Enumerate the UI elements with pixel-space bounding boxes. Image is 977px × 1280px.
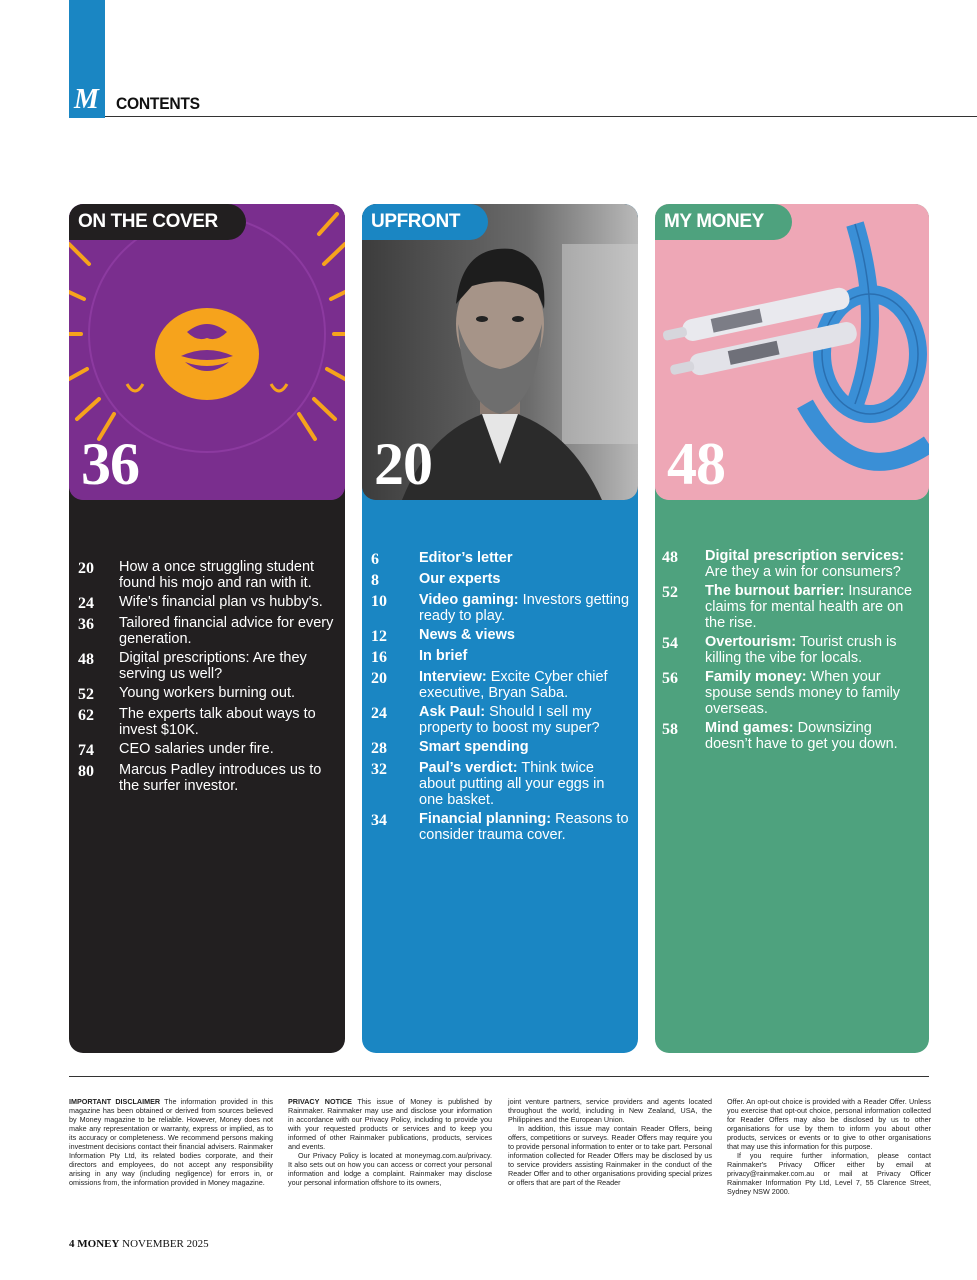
entry-text: Young workers burning out. xyxy=(119,685,295,701)
page-number: 32 xyxy=(371,761,387,778)
page-number: 56 xyxy=(662,670,678,687)
toc-entry[interactable] xyxy=(371,704,630,736)
page-number: 52 xyxy=(662,584,678,601)
page-number: 12 xyxy=(371,628,387,645)
folio-issue: NOVEMBER 2025 xyxy=(122,1238,209,1250)
mymoney-photo xyxy=(655,204,929,500)
entry-title: The burnout barrier: xyxy=(705,583,845,599)
entry-text: Excite Cyber chief executive, Bryan Saba. xyxy=(419,669,608,701)
toc-entry[interactable] xyxy=(78,762,337,794)
disclaimer-block xyxy=(69,1097,273,1187)
entry-text: Are they a win for consumers? xyxy=(705,564,901,580)
toc-entry[interactable] xyxy=(371,592,630,624)
privacy-paragraph-5: Offer. An opt-out choice is provided with a Reader Offer. Unless you exercise that opt-out choice, personal information collected for Reader Offers may also be disclosed by us to other organisations for use by them to inform you about other products, services or events or to give to other organisations that may use this information for this purpose. xyxy=(727,1097,931,1151)
entry-title: Our experts xyxy=(419,571,501,587)
page-number: 58 xyxy=(662,721,678,738)
toc-entry[interactable] xyxy=(662,720,921,752)
privacy-paragraph-2: Our Privacy Policy is located at moneymag.com.au/privacy. It also sets out on how you can access or correct your personal information and lodge a complaint. Rainmaker may disclose your personal information offshore to its owners, xyxy=(288,1151,492,1187)
privacy-block-continued xyxy=(508,1097,712,1187)
cover-column xyxy=(69,204,345,1053)
toc-entry[interactable] xyxy=(78,594,337,612)
page-number: 24 xyxy=(78,595,94,612)
section-tag-my-money: MY MONEY xyxy=(655,204,792,240)
entry-title: Digital prescription services: xyxy=(705,548,905,564)
page-number: 34 xyxy=(371,812,387,829)
entry-title: In brief xyxy=(419,648,468,664)
footer-divider xyxy=(69,1076,929,1077)
entry-text: How a once struggling student found his mojo and ran with it. xyxy=(119,559,315,591)
privacy-paragraph-4: In addition, this issue may contain Reader Offers, being offers, competitions or surveys. Reader Offers may require you to provide personal information to enter or to take part. Personal information collected for Reader Offers may be disclosed by us to service providers assisting Rainmaker in the conduct of the Reader Offer and to other organisations providing special prizes or offers that are part of the Reader xyxy=(508,1124,712,1187)
entry-text: CEO salaries under fire. xyxy=(119,741,274,757)
page-title: CONTENTS xyxy=(116,94,200,113)
entry-text: Tailored financial advice for every generation. xyxy=(119,615,334,647)
entry-text: When your spouse sends money to family overseas. xyxy=(705,669,901,717)
toc-entry[interactable] xyxy=(662,548,921,580)
entry-title: Editor’s letter xyxy=(419,550,513,566)
entry-text: Reasons to consider trauma cover. xyxy=(419,811,629,843)
upfront-entries xyxy=(371,550,630,846)
toc-entry[interactable] xyxy=(371,550,630,568)
toc-entry[interactable] xyxy=(78,650,337,682)
page-number: 10 xyxy=(371,593,387,610)
privacy-paragraph-6: If you require further information, please contact Rainmaker's Privacy Officer either by email at privacy@rainmaker.com.au or mail at Privacy Officer Rainmaker Information Pty Ltd, Level 7, 55 Clarence Street, Sydney NSW 2000. xyxy=(727,1151,931,1196)
toc-entry[interactable] xyxy=(662,634,921,666)
privacy-paragraph-3: joint venture partners, service providers and agents located throughout the world, including in New Zealand, USA, the Philippines and the European Union. xyxy=(508,1097,712,1124)
entry-text: Tourist crush is killing the vibe for locals. xyxy=(705,634,897,666)
entry-text: Wife's financial plan vs hubby's. xyxy=(119,594,323,610)
toc-entry[interactable] xyxy=(371,571,630,589)
page-number: 20 xyxy=(78,560,94,577)
section-tag-on-the-cover: ON THE COVER xyxy=(69,204,246,240)
toc-entry[interactable] xyxy=(78,615,337,647)
page-number: 62 xyxy=(78,707,94,724)
disclaimer-title: IMPORTANT DISCLAIMER xyxy=(69,1097,161,1106)
entry-text: Think twice about putting all your eggs in one basket. xyxy=(419,760,605,808)
toc-entry[interactable] xyxy=(78,559,337,591)
privacy-block-end xyxy=(727,1097,931,1196)
section-tag-upfront: UPFRONT xyxy=(362,204,488,240)
page-number: 52 xyxy=(78,686,94,703)
toc-entry[interactable] xyxy=(662,669,921,717)
entry-text: Insurance claims for mental health are on the rise. xyxy=(705,583,913,631)
folio-page-number: 4 xyxy=(69,1238,75,1250)
upfront-feature-number: 20 xyxy=(374,431,432,497)
disclaimer-body: The information provided in this magazine has been obtained or derived from sources believed by Money magazine to be reliable. However, Money does not make any representation or warranty, express or implied, as to its accuracy or completeness. We recommend persons making investment decisions contact their financial advisers. Rainmaker Information Pty Ltd, its related bodies corporate, and their directors and employees, do not accept any responsibility arising in any way (including negligence) for errors in, or omissions from, the information provided in Money magazine. xyxy=(69,1097,273,1187)
page-number: 80 xyxy=(78,763,94,780)
page-number: 24 xyxy=(371,705,387,722)
toc-entry[interactable] xyxy=(78,685,337,703)
privacy-title: PRIVACY NOTICE xyxy=(288,1097,352,1106)
toc-entry[interactable] xyxy=(371,760,630,808)
entry-title: Paul’s verdict: xyxy=(419,760,518,776)
entry-text: Marcus Padley introduces us to the surfer investor. xyxy=(119,762,322,794)
page-number: 16 xyxy=(371,649,387,666)
cover-entries xyxy=(78,559,337,797)
entry-title: News & views xyxy=(419,627,515,643)
entry-title: Video gaming: xyxy=(419,592,519,608)
cover-illustration xyxy=(69,204,345,500)
entry-text: Downsizing doesn’t have to get you down. xyxy=(705,720,898,752)
mymoney-feature-number: 48 xyxy=(667,431,725,497)
toc-entry[interactable] xyxy=(78,706,337,738)
toc-entry[interactable] xyxy=(371,627,630,645)
entry-title: Mind games: xyxy=(705,720,794,736)
entry-title: Ask Paul: xyxy=(419,704,486,720)
page-number: 20 xyxy=(371,670,387,687)
entry-title: Family money: xyxy=(705,669,807,685)
privacy-paragraph-1: This issue of Money is published by Rainmaker. Rainmaker may use and disclose your information in accordance with our Privacy Policy, including to provide you with your requested products or services and to keep you informed of other Rainmaker publications, products, services and events. xyxy=(288,1097,492,1151)
page-number: 54 xyxy=(662,635,678,652)
cover-feature-number: 36 xyxy=(81,431,139,497)
toc-entry[interactable] xyxy=(371,739,630,757)
header-divider xyxy=(105,116,977,117)
page-number: 48 xyxy=(78,651,94,668)
entry-title: Interview: xyxy=(419,669,487,685)
page-number: 36 xyxy=(78,616,94,633)
toc-entry[interactable] xyxy=(371,669,630,701)
entry-text: Should I sell my property to boost my super? xyxy=(419,704,600,736)
page-number: 74 xyxy=(78,742,94,759)
folio-brand: MONEY xyxy=(77,1238,120,1250)
toc-entry[interactable] xyxy=(371,811,630,843)
brand-logo-letter: M xyxy=(74,84,99,115)
entry-text: Digital prescriptions: Are they serving us well? xyxy=(119,650,307,682)
entry-text: The experts talk about ways to invest $10K. xyxy=(119,706,316,738)
page-folio xyxy=(69,1238,209,1250)
toc-entry[interactable] xyxy=(662,583,921,631)
toc-entry[interactable] xyxy=(78,741,337,759)
mymoney-column xyxy=(655,204,929,1053)
page-number: 6 xyxy=(371,551,379,568)
entry-title: Overtourism: xyxy=(705,634,797,650)
upfront-photo xyxy=(362,204,638,500)
entry-title: Smart spending xyxy=(419,739,529,755)
mymoney-entries xyxy=(662,548,921,755)
page-number: 8 xyxy=(371,572,379,589)
page-number: 28 xyxy=(371,740,387,757)
privacy-block xyxy=(288,1097,492,1187)
toc-entry[interactable] xyxy=(371,648,630,666)
upfront-column xyxy=(362,204,638,1053)
entry-title: Financial planning: xyxy=(419,811,552,827)
page-number: 48 xyxy=(662,549,678,566)
entry-text: Investors getting ready to play. xyxy=(419,592,630,624)
